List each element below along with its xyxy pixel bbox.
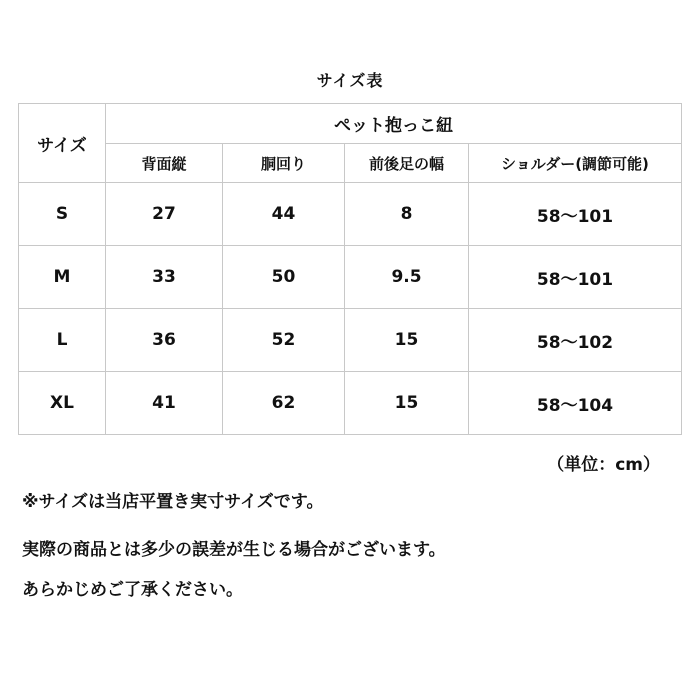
table-cell: 58～104 (469, 372, 682, 435)
table-row (19, 309, 682, 372)
table-row (19, 183, 682, 246)
unit-label: （単位：cm） (547, 455, 660, 475)
size-label: S (19, 183, 106, 246)
table-cell: 27 (106, 183, 223, 246)
table-cell: 8 (345, 183, 469, 246)
table-cell: 58～101 (469, 183, 682, 246)
note-line: あらかじめご了承ください。 (22, 580, 243, 600)
size-label: XL (19, 372, 106, 435)
table-cell: 15 (345, 372, 469, 435)
size-label: M (19, 246, 106, 309)
table-cell: 41 (106, 372, 223, 435)
table-cell: 9.5 (345, 246, 469, 309)
size-table (18, 103, 682, 435)
product-group-header: ペット抱っこ紐 (106, 104, 682, 144)
table-cell: 44 (223, 183, 345, 246)
table-cell: 36 (106, 309, 223, 372)
note-line: 実際の商品とは多少の誤差が生じる場合がございます。 (22, 540, 446, 560)
table-cell: 33 (106, 246, 223, 309)
table-header-row (19, 104, 682, 144)
table-cell: 62 (223, 372, 345, 435)
column-header-girth: 胴回り (223, 144, 345, 183)
table-cell: 50 (223, 246, 345, 309)
page-title: サイズ表 (316, 71, 384, 90)
size-label: L (19, 309, 106, 372)
column-header-shoulder: ショルダー(調節可能) (469, 144, 682, 183)
table-cell: 58～102 (469, 309, 682, 372)
note-line: ※サイズは当店平置き実寸サイズです。 (22, 492, 324, 512)
table-row (19, 372, 682, 435)
table-subheader-row (19, 144, 682, 183)
column-header-leg-width: 前後足の幅 (345, 144, 469, 183)
column-header-back-length: 背面縦 (106, 144, 223, 183)
table-cell: 15 (345, 309, 469, 372)
table-row (19, 246, 682, 309)
table-cell: 52 (223, 309, 345, 372)
size-column-header: サイズ (19, 104, 106, 183)
table-cell: 58～101 (469, 246, 682, 309)
